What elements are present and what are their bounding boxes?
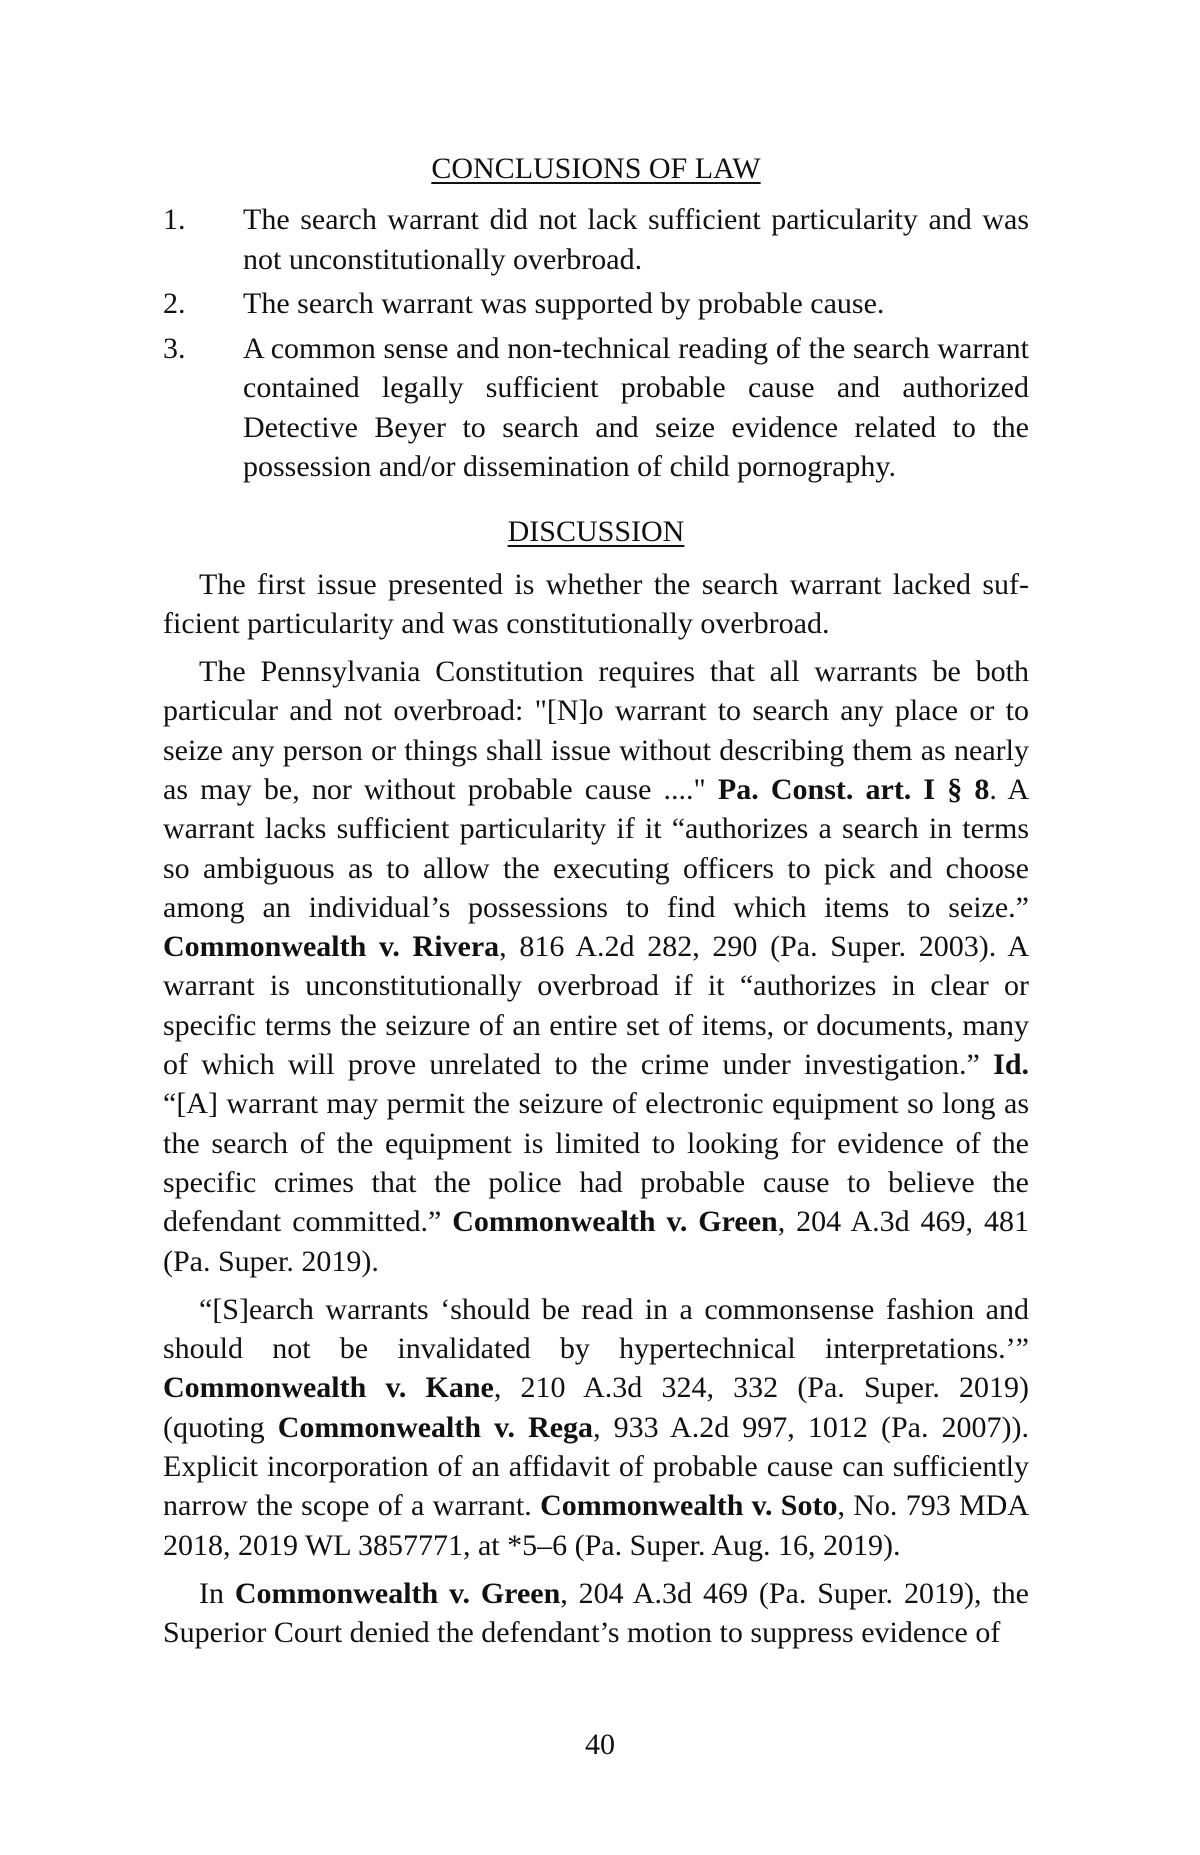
list-item-number: 3. <box>163 331 186 365</box>
conclusions-list <box>163 200 1029 487</box>
citation: Pa. Const. art. I § 8 <box>717 772 990 806</box>
list-item <box>163 329 1029 487</box>
discussion-paragraph-4 <box>163 1574 1029 1653</box>
discussion-heading: DISCUSSION <box>507 514 685 548</box>
discussion-paragraph-3 <box>163 1290 1029 1565</box>
list-item <box>163 200 1029 279</box>
paragraph-text: , 816 A.2d 282, 290 (Pa. Super. 2003). A warrant is unconstitutionally overbroad if it “authorizes in clear or specific terms the seizure of an entire set of items, or documents, many of which will prove unrelated to the crime under investigation.” <box>163 930 1029 1082</box>
paragraph-text: . A warrant lacks sufficient particularity if it “authorizes a search in terms so ambiguous as to allow the executing officers to pick and choose among an individual’s possessions to find which items to seize.” <box>163 772 1029 924</box>
discussion-paragraph-1 <box>163 565 1029 644</box>
case-citation: Commonwealth v. Rivera <box>163 930 500 964</box>
list-item <box>163 284 1029 324</box>
paragraph-text: , 204 A.3d 469, 481 (Pa. Super. 2019). <box>163 1205 1029 1278</box>
list-item-number: 2. <box>163 287 186 320</box>
list-item-text: The search warrant did not lack sufficient particularity and was not unconstitutionally overbroad. <box>243 203 1029 276</box>
paragraph-text: The first issue presented is whether the search warrant lacked sufficient particularity and was constitutionally overbroad. <box>163 567 1029 640</box>
document-page <box>163 150 1029 1662</box>
case-citation: Commonwealth v. Kane <box>163 1371 494 1405</box>
page-number: 40 <box>585 1728 615 1761</box>
list-item-text: The search warrant was supported by probable cause. <box>243 287 885 320</box>
list-item-number: 1. <box>163 203 186 236</box>
case-citation: Commonwealth v. Green <box>234 1576 561 1610</box>
paragraph-text: In <box>199 1576 235 1610</box>
paragraph-text: “[A] warrant may permit the seizure of electronic equipment so long as the search of the equipment is limited to looking for evidence of the specific crimes that the police had probable cause to believe the defendant committed.” <box>163 1087 1029 1239</box>
conclusions-heading: CONCLUSIONS OF LAW <box>431 152 761 185</box>
case-citation: Commonwealth v. Green <box>452 1205 778 1239</box>
paragraph-text: , 204 A.3d 469 (Pa. Super. 2019), the Superior Court denied the defendant’s motion to suppress evidence of <box>163 1576 1029 1650</box>
paragraph-text: , 933 A.2d 997, 1012 (Pa. 2007)). Explicit incorporation of an affidavit of probable cause can sufficiently narrow the scope of a warrant. <box>163 1410 1030 1523</box>
citation: Id. <box>993 1048 1029 1082</box>
paragraph-text: , 210 A.3d 324, 332 (Pa. Super. 2019) (quoting <box>163 1371 1030 1444</box>
paragraph-text: The Pennsylvania Constitution requires that all warrants be both particular and not overbroad: "[N]o warrant to search any place or to seize any person or things shall issue without describing them as nearly as may be, nor without probable cause ...." <box>163 655 1029 806</box>
discussion-paragraph-2 <box>163 652 1029 1281</box>
case-citation: Commonwealth v. Rega <box>277 1410 594 1444</box>
list-item-text: A common sense and non-technical reading of the search warrant contained legally sufficient probable cause and authorized Detective Beyer to search and seize evidence related to the possession and/or dissemination of child pornography. <box>243 331 1029 483</box>
paragraph-text: , No. 793 MDA 2018, 2019 WL 3857771, at *5–6 (Pa. Super. Aug. 16, 2019). <box>163 1489 1030 1562</box>
paragraph-text: “[S]earch warrants ‘should be read in a commonsense fashion and should not be invalidated by hypertechnical interpretations.’” <box>163 1292 1029 1366</box>
case-citation: Commonwealth v. Soto <box>540 1489 838 1523</box>
